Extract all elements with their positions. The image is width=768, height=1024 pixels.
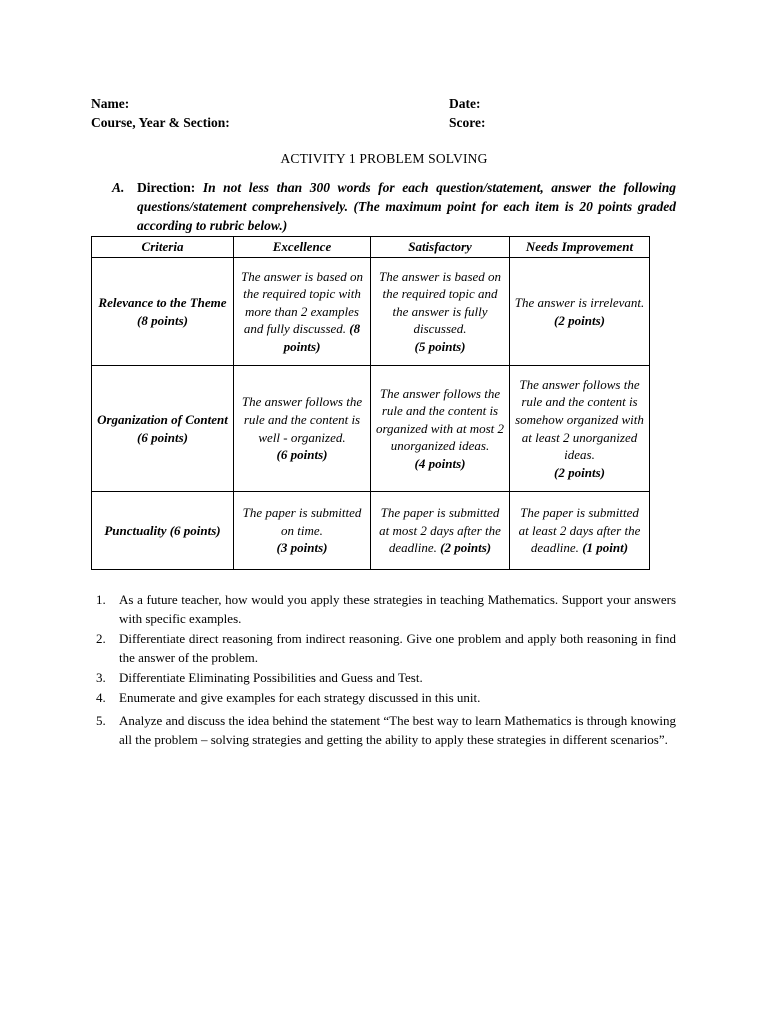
criteria-cell: Organization of Content (6 points) xyxy=(92,366,234,492)
date-score-labels xyxy=(449,94,486,132)
cell-text: The answer is based on the required topic with more than 2 examples and fully discussed. xyxy=(240,268,364,337)
criteria-cell: Punctuality (6 points) xyxy=(92,492,234,570)
question-text: Enumerate and give examples for each strategy discussed in this unit. xyxy=(119,690,481,705)
excellence-cell xyxy=(234,366,371,492)
cell-points: (2 points) xyxy=(554,312,605,328)
direction-label: Direction: xyxy=(137,180,196,195)
date-label: Date: xyxy=(449,96,481,111)
question-number: 5. xyxy=(96,713,106,728)
question-item xyxy=(91,590,676,628)
question-item xyxy=(91,668,676,687)
cell-points: (1 point) xyxy=(582,540,629,556)
question-number: 2. xyxy=(96,631,106,646)
question-number: 1. xyxy=(96,592,106,607)
cell-points: (2 points) xyxy=(554,464,605,480)
direction-letter: A. xyxy=(112,180,125,195)
question-list xyxy=(91,590,676,750)
cell-text: The paper is submitted on time. xyxy=(242,505,362,538)
cell-text: The answer follows the rule and the content is well - organized. xyxy=(241,394,363,445)
header-excellence: Excellence xyxy=(234,237,371,258)
needs-improvement-cell xyxy=(510,366,650,492)
rubric-table xyxy=(91,236,650,570)
cell-text: The answer follows the rule and the content is organized with at most 2 unorganized ideas. xyxy=(375,385,505,454)
activity-title: ACTIVITY 1 PROBLEM SOLVING xyxy=(280,151,488,166)
cell-text: The answer is irrelevant. xyxy=(514,294,645,310)
header-needs-improvement: Needs Improvement xyxy=(510,237,650,258)
question-text: Differentiate Eliminating Possibilities and Guess and Test. xyxy=(119,670,423,685)
cell-points: (3 points) xyxy=(276,540,328,556)
satisfactory-cell xyxy=(371,492,510,570)
question-text: Analyze and discuss the idea behind the statement “The best way to learn Mathematics is through knowing all the problem – solving strategies and getting the ability to apply these strategies in different scenarios”. xyxy=(119,713,676,747)
rubric-row-organization xyxy=(92,366,650,492)
question-number: 4. xyxy=(96,690,106,705)
question-item xyxy=(91,629,676,667)
cell-points: (5 points) xyxy=(414,338,466,354)
direction-block xyxy=(112,178,676,235)
excellence-cell xyxy=(234,258,371,366)
rubric-row-punctuality xyxy=(92,492,650,570)
satisfactory-cell xyxy=(371,366,510,492)
direction-text: In not less than 300 words for each question/statement, answer the following questions/statement comprehensively. (The maximum point for each item is 20 points graded according to rubric below.) xyxy=(137,180,677,233)
satisfactory-cell xyxy=(371,258,510,366)
question-text: Differentiate direct reasoning from indirect reasoning. Give one problem and apply both reasoning in find the answer of the problem. xyxy=(119,631,676,665)
name-label: Name: xyxy=(91,96,130,111)
cell-points: (2 points) xyxy=(440,540,492,556)
cell-points: (8 points) xyxy=(283,321,361,354)
question-item xyxy=(91,688,676,707)
needs-improvement-cell xyxy=(510,258,650,366)
cell-points: (4 points) xyxy=(414,455,466,471)
question-number: 3. xyxy=(96,670,106,685)
question-item xyxy=(91,711,676,749)
rubric-row-relevance xyxy=(92,258,650,366)
student-info-labels xyxy=(91,94,230,132)
needs-improvement-cell xyxy=(510,492,650,570)
header-criteria: Criteria xyxy=(92,237,234,258)
direction-body xyxy=(137,178,676,235)
course-year-section-label: Course, Year & Section: xyxy=(91,115,230,130)
cell-text: The answer follows the rule and the content is somehow organized with at least 2 unorganized ideas. xyxy=(515,376,644,463)
criteria-cell: Relevance to the Theme (8 points) xyxy=(92,258,234,366)
cell-points: (6 points) xyxy=(276,447,328,463)
cell-text: The paper is submitted at least 2 days after the deadline. xyxy=(518,505,641,556)
cell-text: The paper is submitted at most 2 days after the deadline. xyxy=(379,505,501,556)
header-satisfactory: Satisfactory xyxy=(371,237,510,258)
score-label: Score: xyxy=(449,115,486,130)
excellence-cell xyxy=(234,492,371,570)
question-text: As a future teacher, how would you apply these strategies in teaching Mathematics. Support your answers with specific examples. xyxy=(119,592,676,626)
rubric-header-row xyxy=(92,237,650,258)
cell-text: The answer is based on the required topic and the answer is fully discussed. xyxy=(378,268,502,337)
